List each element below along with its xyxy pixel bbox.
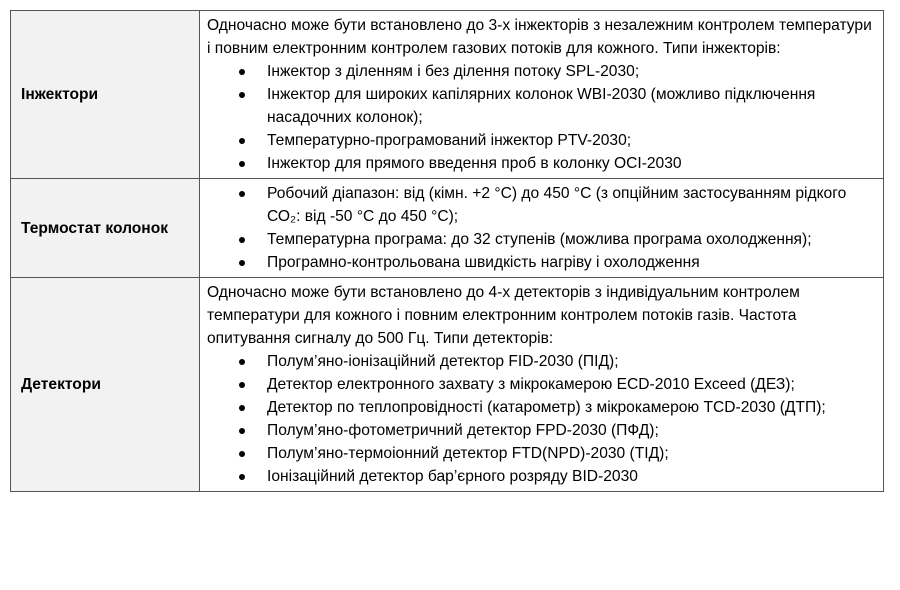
row-label-detectors: Детектори — [11, 278, 200, 492]
list-item: Іонізаційний детектор бар’єрного розряду BID-2030 — [207, 465, 877, 488]
list-item: Полум’яно-фотометричний детектор FPD-2030 (ПФД); — [207, 419, 877, 442]
detectors-intro-text: Одночасно може бути встановлено до 4-х детекторів з індивідуальним контролем температури для кожного і повним електронним контролем потоків газів. Частота опитування сигналу до 500 Гц. Типи детекторів: — [207, 284, 800, 347]
list-item: Програмно-контрольована швидкість нагріву і охолодження — [207, 251, 877, 274]
list-item: Полум’яно-термоіонний детектор FTD(NPD)-2030 (ТІД); — [207, 442, 877, 465]
column-oven-list — [207, 182, 877, 274]
table-row-injectors — [11, 11, 884, 179]
list-item: Інжектор для прямого введення проб в колонку OCI-2030 — [207, 152, 877, 175]
row-content-injectors — [200, 11, 884, 179]
list-item: Полум’яно-іонізаційний детектор FID-2030 (ПІД); — [207, 350, 877, 373]
list-item: Інжектор з діленням і без ділення потоку SPL-2030; — [207, 60, 877, 83]
list-item: Детектор по теплопровідності (катарометр) з мікрокамерою TCD-2030 (ДТП); — [207, 396, 877, 419]
row-content-detectors — [200, 278, 884, 492]
list-item: Детектор електронного захвату з мікрокамерою ECD-2010 Exceed (ДЕЗ); — [207, 373, 877, 396]
list-item: Температурно-програмований інжектор PTV-2030; — [207, 129, 877, 152]
list-item: Температурна програма: до 32 ступенів (можлива програма охолодження); — [207, 228, 877, 251]
list-item: Інжектор для широких капілярних колонок WBI-2030 (можливо підключення насадочних колонок); — [207, 83, 877, 129]
table-row-column-oven — [11, 179, 884, 278]
row-label-injectors: Інжектори — [11, 11, 200, 179]
row-label-column-oven: Термостат колонок — [11, 179, 200, 278]
detectors-list — [207, 350, 877, 488]
row-content-column-oven — [200, 179, 884, 278]
table-row-detectors — [11, 278, 884, 492]
injectors-intro-text: Одночасно може бути встановлено до 3-х інжекторів з незалежним контролем температури і повним електронним контролем газових потоків для кожного. Типи інжекторів: — [207, 17, 872, 57]
list-item: Робочий діапазон: від (кімн. +2 °С) до 450 °С (з опційним застосуванням рідкого СО₂: від -50 °С до 450 °С); — [207, 182, 877, 228]
injectors-list — [207, 60, 877, 175]
specification-table — [10, 10, 884, 492]
